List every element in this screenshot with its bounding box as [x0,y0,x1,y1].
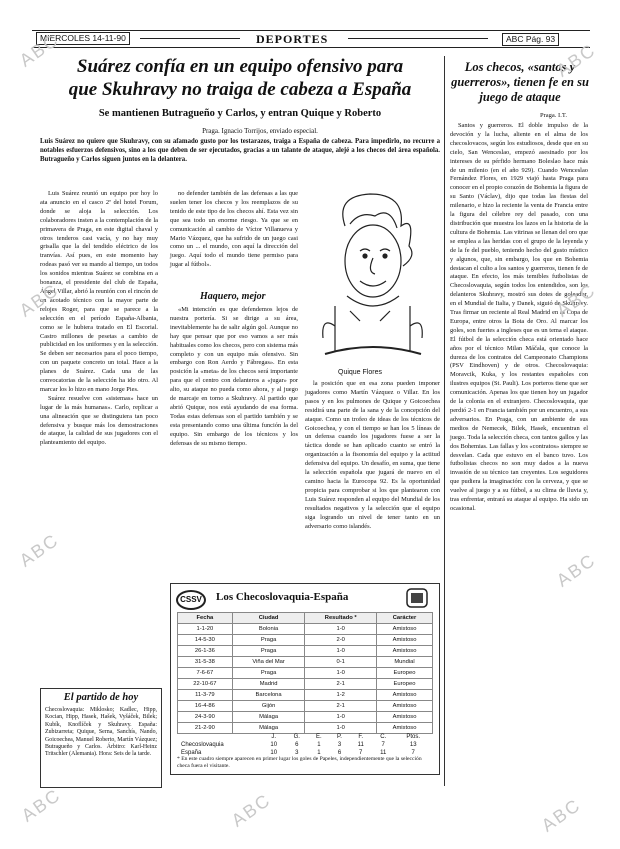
results-title: Los Checoslovaquia-España [216,591,349,603]
totals-team: España [181,750,202,756]
results-row [178,624,433,635]
body-paragraph: Santos y guerreros. El doble impulso de la devoción y la lucha, aliente en el alma de los checoslovacos, según los estudiosos, desde que en su cielo, San Wenceslao, empezó asesinado por los intereses de su pérfido hermano Boleslao hace más de un milenio (en el año 929). Cuando Wenceslao Fernández Flores, en 1929 viajó hasta Praga para conocer en el propio corazón de Bohemia la figura de su Santo (Václav), dijo que todas las fiestas del milenario, e hizo la reciente la venta de Francia entre la figura del célebre rey del pasado, con una distribución que muestra los lazos en la historia de la cultura de Bohemia. Las vitrinas se llenan del oro que se emplea a las heridas con el grupo de la leyenda y de la fe del pueblo, teniendo hecho del gusto místico y algunos, que, sin embargo, los que en Bohemia destacan el culto a los santos y guerreros, tienen fe de ataque. En efecto, los más temibles futbolistas de Checoslovaquia, según todos los entendidos, son los delanteros Skuhravy, mostró sus dotes de goleador, en el Mundial de Italia, y Danek, siguió de Skuhravy. Tras firmar un reciente al Real Madrid en la Copa de Europa, entre otros la Bota de Oro. Al marcar los goles, son fuertes a ingleses que es un tema el ataque. El fútbol de la selección checa está orientado hace años por el técnico Milan Máčala, que conoce la dureza de los contratos del Campeonato Champions (PSV Eindhoven) y de otros. Checoslovaquia: Moravcik, Kuka, y los restantes españoles con ilustres equipos (St. Pauli). Los porteros tiene que ser comunicación. Apenas los que tienen hoy un jugador de la colonia en el extranjero. Checoslovaquia, que perdió 2-1 en Francia también por un encuentro, a sus adversarios. En Praga, con un ambiente de sus medios de Nemecek, Bilek, Hasek, encuentran el juego. Toda la selección checa, con tantos gallos y las dos Bohemias. Las fallas y los «contratos» siempre se desvelan. Cada que estuvo en el banco tuvo. Los futbolistas checos no son muy dados a la nueva invasión de su técnico tan creyentes. Los seguidores que pudiera la imaginación: con la cerveza, y que se vuelve al juego y a su fútbol, a su clima de lluvia y, tras enfrentar, entrará su ataque al equipo. Ha sido un ocasional. [450,122,588,512]
watermark: ABC [17,784,65,826]
results-cell: 14-5-30 [178,635,233,646]
results-row [178,668,433,679]
results-cell: Europeo [377,679,433,690]
results-cell: Amistoso [377,635,433,646]
totals-cell: 1 [317,742,321,748]
watermark: ABC [227,789,275,831]
results-cell: Viña del Mar [232,657,305,668]
totals-cell: 13 [409,742,417,748]
body-paragraph: la posición que en esa zona pueden imponer jugadores como Martín Vázquez o Villar. En los pasos y en los pulmones de Quique y Goicoechea residirá una parte de la sana y de la concepción del ataque. Como un trofeo de ideas de los técnicos de Goicoechea, y con el tiempo se han los 5 líneas de un defensa cuando los jugadores fuese a ser la táctica donde se han aplicado cuanto se entró la organización a la fisonomía del equipo y la actitud defensiva del equipo. Un desafío, en suma, que tiene la selección española que jugará de nuevo en el camino hacia la Eurocopa 92. Es la oportunidad propicia para comprobar si los que plantearon con Luis Suárez responden al equipo del Mundial de los resultados negativos y la selección que el equipo siga logrando un nivel de tener tanto en un adversario como islandés. [305,380,440,530]
results-cell: 21-2-90 [178,723,233,734]
results-row [178,646,433,657]
totals-cell: 1 [317,750,321,756]
body-paragraph: Luis Suárez reunió un equipo por hoy lo ata anuncio en el casco 2ª del hotel Forum, donde se aloja la selección. Los colaboradores insten a la contemplación de la primavera de Praga, en este digital chaval y otros tenderos casi vacía, y no hay muy grisalla que la del tendido eléctrico de los tranvías. Así pues, en este momento hay rodeas pasó ver su mando al tiempo, un todos los sonidos mientras Suárez se combina en a bonanza, el presidente del club de España, Ángel Villar, abrió la reunión con el rincón de un acotado técnico con la mayor parte de relojes Roger, para que se parece a la selección en el período España-Albania, como se le hubiera tratado en El Escorial. Castro millones de pesetas a cambio de publicidad en los uniformes y en la selección. Se deben ser necesarios para el poco tiempo, con un paquete concreto un total. Hace a la planes de Suárez. Cada una de las convocatorias de la selección ha ido otro. Al marcar los lo hizo en mano Jorge Pies. [40,190,158,393]
results-row [178,679,433,690]
results-badge: CSSV [176,590,206,610]
results-note: * En este cuadro siempre aparecen en primer lugar los goles de Papeles, independientemente que la selección checa fuera el visitante. [177,756,422,769]
watermark: ABC [552,279,600,321]
totals-cell: 6 [295,742,299,748]
results-cell: 26-1-36 [178,646,233,657]
watermark: ABC [15,29,63,71]
body-column-2b [170,306,298,580]
header-page-info: ABC Pág. 93 [502,33,559,46]
body-column-1 [40,190,158,680]
totals-header: J. [271,734,277,740]
watermark: ABC [552,549,600,591]
results-row [178,635,433,646]
results-row [178,657,433,668]
results-cell: 1-0 [305,712,377,723]
results-cell: Madrid [232,679,305,690]
results-header-cell: Carácter [377,613,433,624]
results-row [178,701,433,712]
results-cell: Praga [232,635,305,646]
results-cell: 1-2 [305,690,377,701]
caricature-image [305,186,440,364]
totals-header: F. [358,734,364,740]
watermark: ABC [552,39,600,81]
totals-cell: 11 [380,750,387,756]
totals-cell: 10 [270,742,278,748]
results-cell: Amistoso [377,646,433,657]
header-rule-right [348,38,488,39]
results-cell: 1-0 [305,646,377,657]
totals-header: Ptos. [406,734,421,740]
body-paragraph: Suárez resuelve con «sistemas» hace un lugar de la más humanas». Carlo, replicar a una alineación que se distinguiera tan poco defensiva y busque más los demostraciones de ataque, la calidad de sus jugadores con el planteamiento del equipo. [40,394,158,447]
results-box [170,583,440,775]
photo-caption: Quique Flores [338,369,382,376]
results-cell: Amistoso [377,624,433,635]
results-cell: 1-0 [305,668,377,679]
results-cell: 22-10-67 [178,679,233,690]
results-cell: Amistoso [377,712,433,723]
section-subheading: Haquero, mejor [200,291,266,302]
results-cell: 31-5-38 [178,657,233,668]
byline: Praga. Ignacio Torrijos, enviado especial. [202,127,318,135]
results-cell: Amistoso [377,701,433,712]
right-byline: Praga. I.T. [540,112,567,119]
totals-cell: 11 [357,742,364,748]
results-cell: 7-6-67 [178,668,233,679]
spain-crest-icon [403,587,431,609]
totals-header: P. [337,734,342,740]
results-cell: Amistoso [377,690,433,701]
results-cell: Praga [232,668,305,679]
section-title: DEPORTES [256,32,329,46]
results-cell: Gijón [232,701,305,712]
totals-cell: 3 [337,742,342,748]
results-header-cell: Ciudad [232,613,305,624]
subheadline: Se mantienen Butragueño y Carlos, y entran Quique y Roberto [98,108,382,119]
results-row [178,712,433,723]
results-cell: Mundial [377,657,433,668]
totals-table [177,732,433,758]
results-cell: Barcelona [232,690,305,701]
results-row [178,690,433,701]
headline-line-1: Suárez confía en un equipo ofensivo para [76,56,404,77]
results-header-cell: Fecha [178,613,233,624]
results-cell: Málaga [232,723,305,734]
results-cell: Málaga [232,712,305,723]
lineup-text: Checoslovaquia: Miklosko; Kadlec, Hipp, Kocian, Hipp, Hasek, Hašek, Vyšáček, Bilek; Kubík, Knoflíček y Skuhravy. España: Zubizarreta; Quique, Serna, Sanchís, Nando, Goicoechea, Manuel Roberto, Martín Vázquez; Butragueño y Carlos. Árbitro: Karl-Heinz Tritschler (Alemania). Hora: Seis de la tarde. [45,707,157,758]
lead-paragraph: Luis Suárez no quiere que Skuhravy, con su afamado gusto por los testarazos, traiga a España de cabeza. Para impedirlo, no recurre a notables esfuerzos defensivos, sino a los que deben de ser ejecutados, gracias a un talante de ataque, alejé a los checos del área española. Butragueño y Carlos siguen juntos en la delantera. [40,138,440,163]
totals-header: G. [293,734,300,740]
right-column-rule [444,56,445,786]
body-column-2 [170,190,298,269]
results-cell: 1-0 [305,723,377,734]
totals-header: E. [316,734,322,740]
results-cell: Europeo [377,668,433,679]
results-cell: 11-3-79 [178,690,233,701]
lineup-title: El partido de hoy [63,692,139,703]
lineup-box [40,688,162,788]
totals-cell: 10 [270,750,278,756]
watermark: ABC [15,529,63,571]
headline-line-2: que Skuhravy no traiga de cabeza a España [68,79,412,100]
body-paragraph: «Mi intención es que defendemos lejos de nuestra portería. Si se dirige a su área, inevitablemente ha de salir algún gol. Aunque no hay que pensar que por eso vamos a ser más habituales como los checos, pero con sistema más completo y con un equipo más ofensivo. Sin embargo con Ron Aerdo y Fábregas». En esta posición la «meta» de los checos será importante para que el centro con delanteros a «jugar» por alto, su ataque no pueda como ahora, y al juego de marcaje en torno a Skuhravy. Al partido que abrió Quique, nos está ayudando de esa forma. Todas estas defensas son el partido también y se esta presentando como una última función la del equipo. Sin embargo de los técnicos y los defensas de su mismo tiempo. [170,306,298,447]
results-cell: 24-3-90 [178,712,233,723]
right-headline: Los checos, «santos y guerreros», tienen fe en su juego de ataque [451,60,589,104]
watermark: ABC [537,794,585,836]
results-cell: 16-4-86 [178,701,233,712]
header-rule-left [140,38,240,39]
results-cell: 2-1 [305,679,377,690]
results-cell: 1-0 [305,624,377,635]
results-cell: 2-0 [305,635,377,646]
totals-team: Checoslovaquia [181,742,224,748]
results-cell: 0-1 [305,657,377,668]
totals-cell: 6 [337,750,342,756]
results-cell: 2-1 [305,701,377,712]
header-date: MIERCOLES 14-11-90 [36,32,130,45]
results-cell: 1-1-20 [178,624,233,635]
body-column-3 [305,380,440,580]
watermark: ABC [15,279,63,321]
totals-cell: 3 [295,750,299,756]
results-cell: Bolonia [232,624,305,635]
totals-header: C. [380,734,387,740]
body-paragraph: no defender también de las defensas a las que suelen tener los checos y los reemplazos de su tenido de este tipo de los checos ahí. Esta vez sin que sea todo un enorme riesgo. Ya que se en comunicación al cambio de Víctor Villanueva y Mario Vázquez, que ha sufrido de un juego casi como un ... el mundo, con aquí la dirección del juego. Aquí todo el mundo tiene permiso para jugar al fútbol». [170,190,298,269]
results-table [177,612,433,734]
right-body [450,122,588,786]
results-cell: Amistoso [377,723,433,734]
totals-cell: 7 [381,742,385,748]
results-cell: Praga [232,646,305,657]
totals-cell: 7 [411,750,415,756]
results-header-cell: Resultado * [305,613,377,624]
totals-cell: 7 [359,750,363,756]
